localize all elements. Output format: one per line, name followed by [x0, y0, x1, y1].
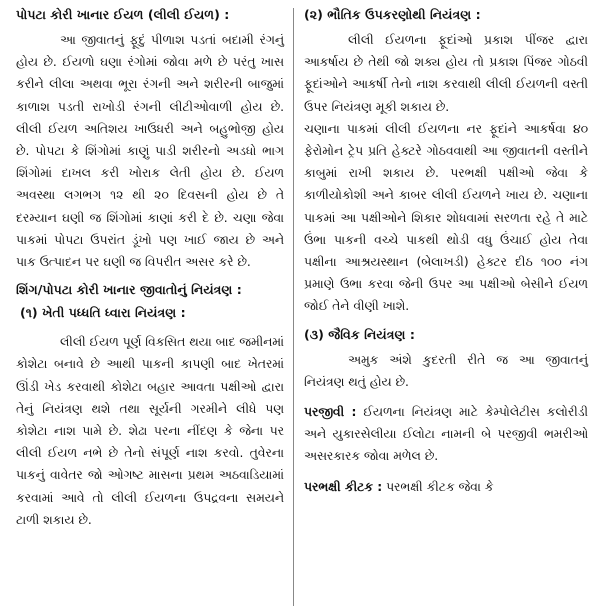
paragraph-pest-description: આ જીવાતનું ફૂદું પીળાશ પડતાં બદામી રંગનું હોય છે. ઈયળો ઘણા રંગોમાં જોવા મળે છે પરંતુ ખાસ કરીને લીલા અથવા ભૂરા રંગની અને શરીરની બાજુમાં કાળાશ પડતી રાખોડી રંગની લીટીઓવાળી હોય છે. લીલી ઈયળ અતિશય ખાઉધરી અને બહુભોજી હોય છે. પોપટા કે શિંગોમાં કાણું પાડી શરીરનો અડધો ભાગ શિંગોમાં દાખલ કરી ખોરાક લેતી હોય છે. ઈયળ અવસ્થા લગભગ ૧૨ થી ૨૦ દિવસની હોય છે તે દરમ્યાન ઘણી જ શિંગોમાં કાણાં કરી દે છે. ચણા જેવા પાકમાં પોપટા ઉપરાંત ડૂંખો પણ ખાઈ જાય છે અને પાક ઉત્પાદન પર ઘણી જ વિપરીત અસર કરે છે.: [16, 33, 284, 270]
paragraph-natural-control: અમુક અંશે કુદરતી રીતે જ આ જીવાતનું નિયંત્રણ થતું હોય છે.: [304, 352, 588, 389]
section-heading-green-caterpillar: પોપટા કોરી ખાનાર ઈયળ (લીલી ઈયળ) :: [16, 7, 230, 22]
paragraph-light-trap: લીલી ઈયળના ફૂદાંઓ પ્રકાશ પીંજર દ્વારા આકર્ષાય છે તેથી જો શક્ય હોય તો પ્રકાશ પિંજર ગોઠવી ફૂદાંઓને આકર્ષી તેનો નાશ કરવાથી લીલી ઈયળની વસ્તી ઉપર નિયંત્રણ મૂકી શકાય છે.: [304, 33, 588, 114]
column-divider: [293, 8, 294, 606]
parasite-text: ઈયળના નિયંત્રણ માટે કેમ્પોલેટીસ કલોરીડી અને યુકારસેલીયા ઈલોટા નામની બે પરજીવી ભમરીઓ અસરકારક જોવા મળેલ છે.: [304, 405, 588, 464]
subsection-heading-cultural-control: (૧) ખેતી પધ્ધતિ ધ્વારા નિયંત્રણ :: [20, 305, 186, 321]
section-heading-pest-control: શિંગ/પોપટા કોરી ખાનાર જીવાતોનું નિયંત્રણ :: [16, 282, 242, 298]
parasite-label: પરજીવી :: [304, 405, 357, 420]
paragraph-predators: [304, 476, 588, 498]
paragraph-parasites: [304, 401, 588, 468]
predator-text: પરભક્ષી કીટક જેવા કે: [386, 479, 494, 494]
paragraph-cultural-control: લીલી ઈયળ પૂર્ણ વિકસિત થયા બાદ જમીનમાં કોશેટા બનાવે છે આથી પાકની કાપણી બાદ ખેતરમાં ઊંડી ખેડ કરવાથી કોશેટા બહાર આવતા પક્ષીઓ દ્વારા તેનું નિયંત્રણ થશે તથા સૂર્યની ગરમીને લીધે પણ કોશેટા નાશ પામે છે. શેઢા પરના નીંદણ કે જેના પર લીલી ઈયળ નભે છે તેનો સંપૂર્ણ નાશ કરવો. તુવેરના પાકનું વાવેતર જો ઓગષ્ટ માસના પ્રથમ અઠવાડિયામાં કરવામાં આવે તો લીલી ઈયળના ઉપદ્રવના સમયને ટાળી શકાય છે.: [16, 335, 284, 527]
left-column: [16, 6, 284, 531]
right-column: [304, 6, 588, 498]
subsection-heading-physical-control: (૨) ભૌતિક ઉપકરણોથી નિયંત્રણ :: [304, 7, 481, 22]
paragraph-pheromone-trap: ચણાના પાકમાં લીલી ઈયળના નર ફૂદાંને આકર્ષવા ૪૦ ફેરોમોન ટ્રેપ પ્રતિ હેક્ટરે ગોઠવવાથી આ જીવાતની વસ્તીને કાબુમાં રાખી શકાય છે. પરભક્ષી પક્ષીઓ જેવા કે કાળીયોકોશી અને કાબર લીલી ઈયળને ખાય છે. ચણાના પાકમાં આ પક્ષીઓને શિકાર શોધવામાં સરળતા રહે તે માટે ઉંભા પાકની વચ્ચે પાકથી થોડી વધુ ઉંચાઈ હોય તેવા પક્ષીના આશ્રયસ્થાન (બેલાખડી) હેક્ટર દીઠ ૧૦૦ નંગ પ્રમાણે ઉભા કરવા જેની ઉપર આ પક્ષીઓ બેસીને ઈયળ જોઈ તેને વીણી ખાશે.: [304, 121, 588, 314]
subsection-heading-biological-control: (૩) જૈવિક નિયંત્રણ :: [304, 326, 415, 342]
predator-label: પરભક્ષી કીટક :: [304, 479, 383, 494]
